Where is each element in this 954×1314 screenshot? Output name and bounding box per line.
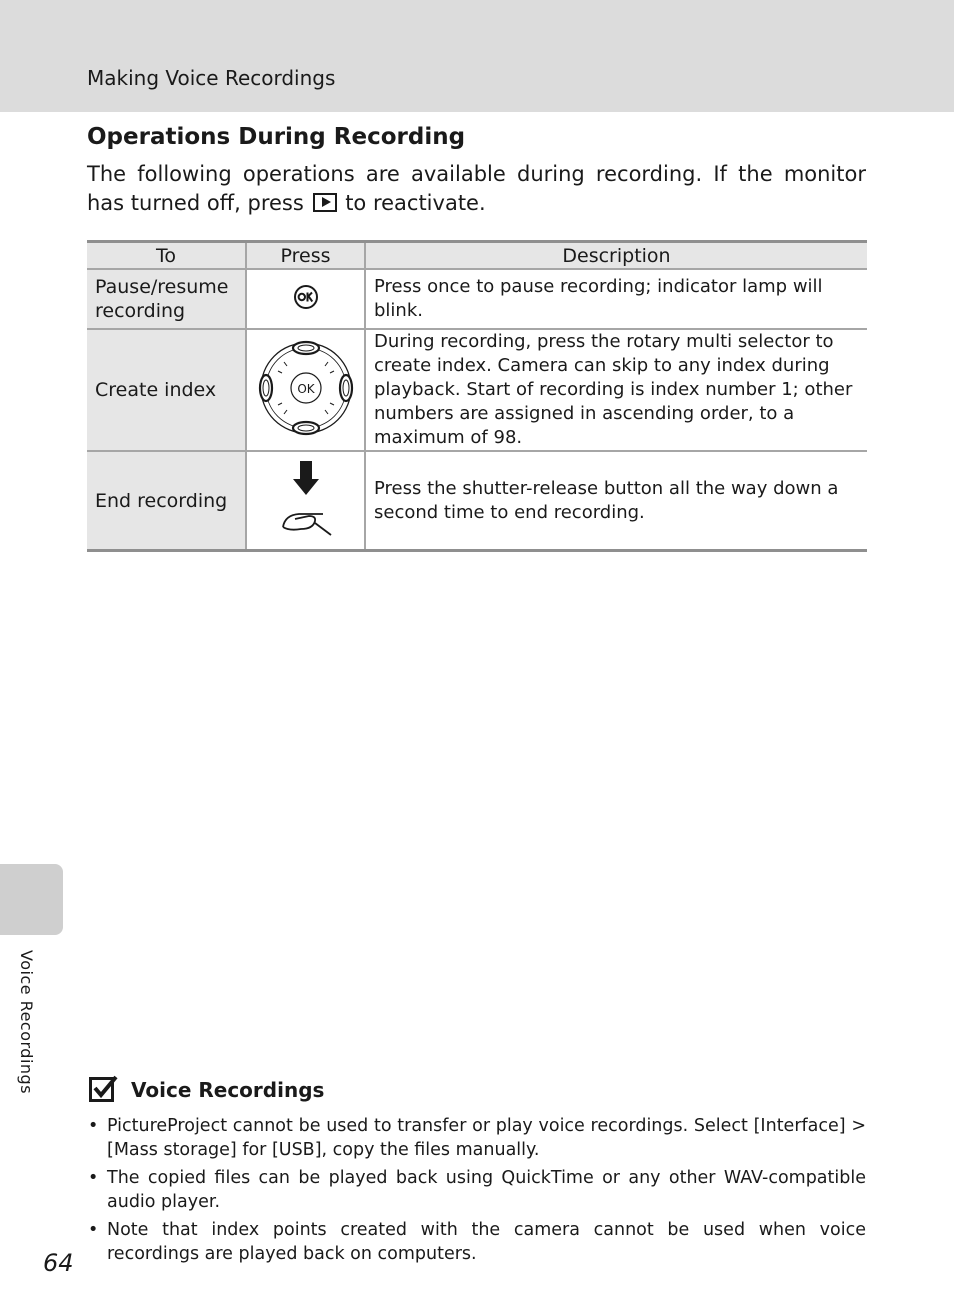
rotary-multi-selector-icon: [256, 338, 356, 438]
row-description: During recording, press the rotary multi selector to create index. Camera can skip to any index during playback. Start of recording is index number 1; other numbers are assigned in ascending order, to a maximum of 98.: [365, 329, 867, 451]
operations-table: [87, 240, 867, 552]
header-band: [0, 0, 954, 112]
playback-button-icon: [313, 193, 337, 212]
table-header-row: [87, 242, 867, 270]
intro-text-after: to reactivate.: [345, 191, 486, 215]
page-heading: Operations During Recording: [87, 124, 466, 150]
notes-list: [87, 1114, 866, 1270]
list-item: • The copied files can be played back using QuickTime or any other WAV-compatible audio player.: [87, 1166, 866, 1214]
header-description: Description: [365, 242, 867, 270]
intro-paragraph: [87, 160, 866, 218]
checkmark-note-icon: [89, 1075, 119, 1103]
table-row: [87, 451, 867, 551]
svg-text:OK: OK: [296, 382, 315, 396]
row-press: [246, 451, 365, 551]
row-press: [246, 329, 365, 451]
list-item: • Note that index points created with the camera cannot be used when voice recordings are played back on computers.: [87, 1218, 866, 1266]
ok-button-icon: [293, 284, 319, 310]
row-action: Pause/resume recording: [87, 269, 246, 329]
section-title: Making Voice Recordings: [87, 66, 336, 90]
row-description: Press the shutter-release button all the way down a second time to end recording.: [365, 451, 867, 551]
row-description: Press once to pause recording; indicator lamp will blink.: [365, 269, 867, 329]
shutter-release-press-icon: [271, 457, 341, 541]
row-press: [246, 269, 365, 329]
list-item: • PictureProject cannot be used to transfer or play voice recordings. Select [Interface] > [Mass storage] for [USB], copy the files manually.: [87, 1114, 866, 1162]
intro-text-before: The following operations are available during recording. If the monitor has turned off, press: [87, 162, 866, 215]
row-action: Create index: [87, 329, 246, 451]
header-to: To: [87, 242, 246, 270]
chapter-tab: [0, 864, 63, 935]
table-row: [87, 329, 867, 451]
notes-title: Voice Recordings: [131, 1078, 325, 1102]
table-row: [87, 269, 867, 329]
chapter-label: Voice Recordings: [17, 950, 36, 1095]
page-number: 64: [43, 1249, 74, 1277]
row-action: End recording: [87, 451, 246, 551]
header-press: Press: [246, 242, 365, 270]
